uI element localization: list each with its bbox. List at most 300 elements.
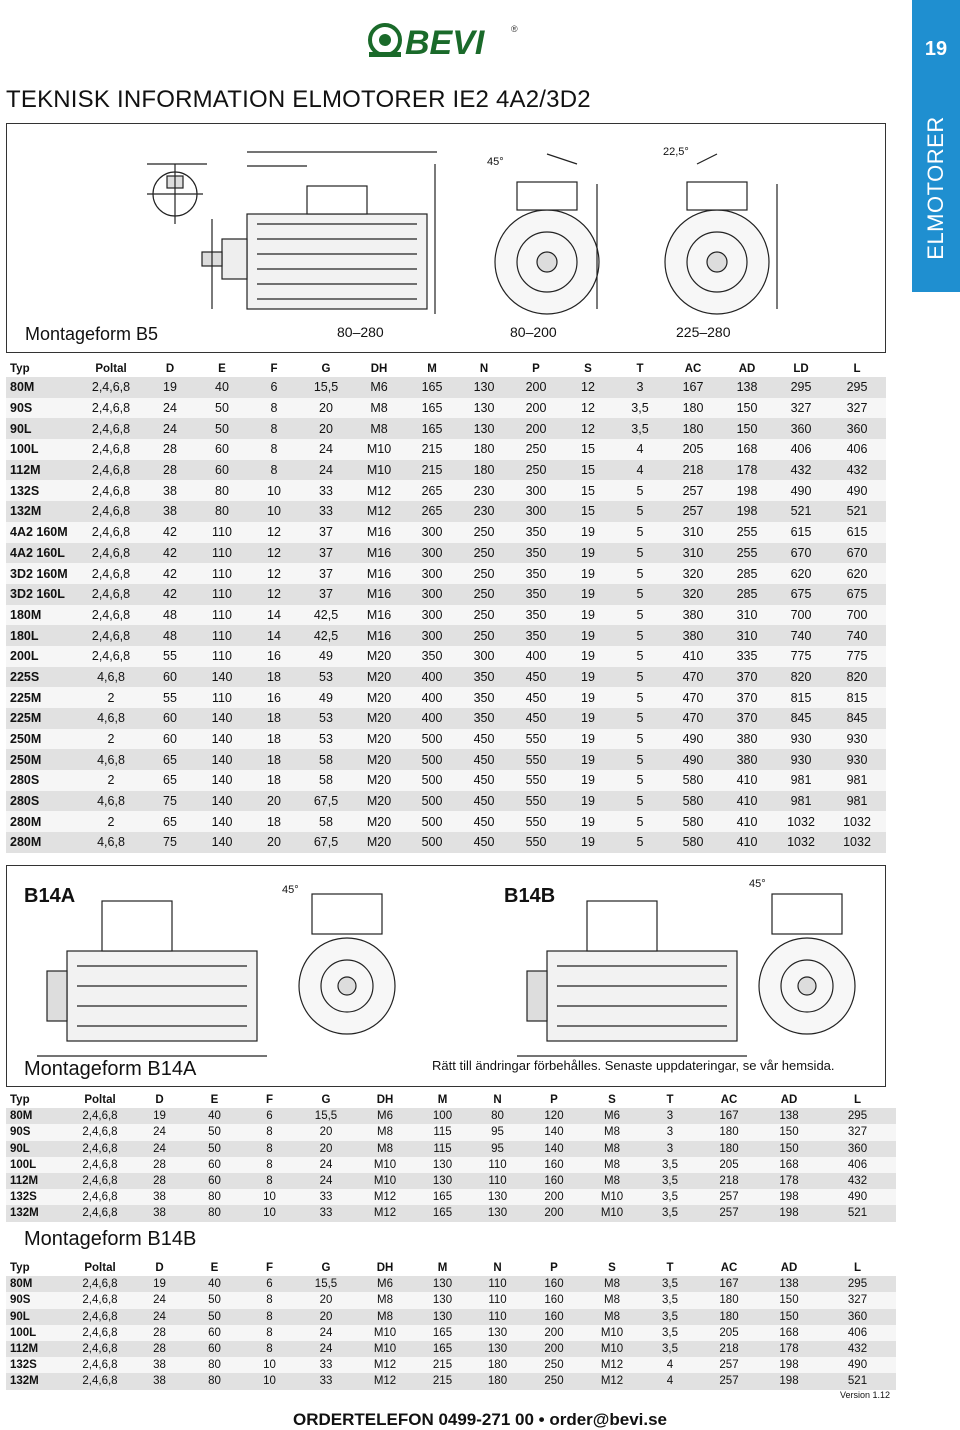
table-cell: 775 — [774, 646, 828, 667]
table-row — [6, 1108, 896, 1124]
table-cell: 38 — [144, 480, 196, 501]
table-cell: 150 — [720, 418, 774, 439]
motor-dimension-drawings — [7, 124, 887, 354]
table-cell: M16 — [352, 543, 406, 564]
table-cell: 3,5 — [641, 1309, 699, 1325]
table-cell: 3,5 — [641, 1173, 699, 1189]
table-cell: 19 — [562, 646, 614, 667]
table-cell: 165 — [415, 1325, 470, 1341]
table-cell: 110 — [470, 1276, 525, 1292]
table-cell: 815 — [828, 687, 886, 708]
order-footer: ORDERTELEFON 0499-271 00 • order@bevi.se — [293, 1410, 667, 1429]
table-cell: 110 — [196, 646, 248, 667]
table-cell: M6 — [355, 1108, 415, 1124]
table-cell: 3D2 160L — [6, 584, 78, 605]
table-row — [6, 1341, 896, 1357]
table-cell: 67,5 — [300, 791, 352, 812]
table-cell: 257 — [666, 480, 720, 501]
table-cell: 700 — [774, 605, 828, 626]
table-cell: M10 — [355, 1341, 415, 1357]
table-cell: 4,6,8 — [78, 667, 144, 688]
table-cell: 550 — [510, 770, 562, 791]
table-cell: 820 — [828, 667, 886, 688]
table-cell: 33 — [297, 1189, 355, 1205]
table-cell: 6 — [242, 1276, 297, 1292]
table-cell: M20 — [352, 667, 406, 688]
table-cell: 110 — [196, 687, 248, 708]
table-cell: 8 — [242, 1141, 297, 1157]
column-header: M — [427, 362, 437, 375]
table-cell: 3,5 — [641, 1157, 699, 1173]
table-cell: 42,5 — [300, 625, 352, 646]
table-cell: 670 — [828, 543, 886, 564]
table-cell: 1032 — [828, 832, 886, 853]
table-cell: 90S — [6, 1124, 68, 1140]
table-row — [6, 522, 886, 543]
table-cell: 16 — [248, 687, 300, 708]
table-cell: 140 — [196, 770, 248, 791]
table-cell: 140 — [196, 708, 248, 729]
table-cell: 490 — [819, 1189, 896, 1205]
table-cell: 58 — [300, 749, 352, 770]
table-cell: 37 — [300, 563, 352, 584]
table-row — [6, 605, 886, 626]
table-cell: 2,4,6,8 — [68, 1276, 132, 1292]
table-cell: 132M — [6, 1205, 68, 1221]
table-cell: 18 — [248, 729, 300, 750]
table-cell: 65 — [144, 749, 196, 770]
table-cell: 5 — [614, 480, 666, 501]
table-cell: 53 — [300, 708, 352, 729]
table-cell: 178 — [759, 1173, 819, 1189]
table-cell: 12 — [562, 418, 614, 439]
table-cell: 80 — [187, 1205, 242, 1221]
table-cell: 10 — [242, 1357, 297, 1373]
table-row — [6, 1373, 896, 1389]
table-cell: 60 — [144, 729, 196, 750]
table-cell: 130 — [458, 398, 510, 419]
table-cell: 90L — [6, 1141, 68, 1157]
table-row — [6, 1189, 896, 1205]
table-row — [6, 543, 886, 564]
table-cell: 12 — [562, 377, 614, 398]
table-cell: 180 — [699, 1141, 759, 1157]
b14b-section-title: Montageform B14B — [24, 1228, 197, 1250]
table-cell: 2,4,6,8 — [78, 377, 144, 398]
table-cell: 400 — [406, 667, 458, 688]
table-cell: 28 — [144, 439, 196, 460]
table-cell: 200 — [510, 418, 562, 439]
table-cell: 300 — [406, 543, 458, 564]
table-cell: 110 — [196, 543, 248, 564]
table-cell: 740 — [774, 625, 828, 646]
table-cell: 310 — [666, 522, 720, 543]
table-cell: 24 — [132, 1124, 187, 1140]
section-tab — [912, 0, 960, 292]
table-row — [6, 625, 886, 646]
table-cell: 845 — [774, 708, 828, 729]
table-cell: M16 — [352, 522, 406, 543]
table-cell: 50 — [196, 398, 248, 419]
table-cell: 350 — [510, 625, 562, 646]
table-cell: 350 — [510, 543, 562, 564]
table-cell: 198 — [759, 1357, 819, 1373]
table-cell: 3 — [614, 377, 666, 398]
table-cell: M16 — [352, 584, 406, 605]
page-number: 19 — [924, 38, 948, 60]
column-header: AC — [720, 1094, 738, 1107]
table-cell: 3,5 — [641, 1325, 699, 1341]
table-cell: 130 — [415, 1157, 470, 1173]
table-cell: M12 — [583, 1357, 641, 1373]
column-header: Typ — [10, 1094, 30, 1107]
column-header: L — [853, 1094, 862, 1107]
table-cell: 130 — [415, 1276, 470, 1292]
table-cell: 2,4,6,8 — [68, 1373, 132, 1389]
table-cell: 218 — [699, 1173, 759, 1189]
column-header: DH — [370, 362, 388, 375]
table-row — [6, 708, 886, 729]
column-header: AC — [684, 362, 702, 375]
table-row — [6, 667, 886, 688]
table-cell: 140 — [196, 729, 248, 750]
table-cell: 138 — [720, 377, 774, 398]
b14-motor-drawings — [7, 866, 887, 1088]
table-cell: 55 — [144, 687, 196, 708]
table-cell: 38 — [132, 1373, 187, 1389]
table-cell: 257 — [699, 1189, 759, 1205]
table-cell: 55 — [144, 646, 196, 667]
table-cell: M8 — [355, 1309, 415, 1325]
table-cell: M20 — [352, 770, 406, 791]
table-cell: 178 — [759, 1341, 819, 1357]
table-cell: 160 — [525, 1157, 583, 1173]
table-cell: 140 — [525, 1141, 583, 1157]
table-cell: 12 — [562, 398, 614, 419]
table-cell: 2,4,6,8 — [78, 439, 144, 460]
table-cell: 310 — [720, 625, 774, 646]
table-cell: 2,4,6,8 — [78, 398, 144, 419]
table-cell: 4A2 160L — [6, 543, 78, 564]
table-cell: 180M — [6, 605, 78, 626]
table-cell: 18 — [248, 770, 300, 791]
table-cell: 75 — [144, 832, 196, 853]
table-cell: 4,6,8 — [78, 832, 144, 853]
table-cell: 28 — [144, 460, 196, 481]
table-cell: 4 — [641, 1357, 699, 1373]
table-cell: 580 — [666, 791, 720, 812]
table-cell: 550 — [510, 749, 562, 770]
table-cell: 168 — [759, 1325, 819, 1341]
table-cell: 24 — [132, 1309, 187, 1325]
table-cell: 450 — [458, 791, 510, 812]
table-cell: 981 — [774, 770, 828, 791]
table-cell: 406 — [828, 439, 886, 460]
table-cell: 8 — [248, 460, 300, 481]
table-cell: 110 — [470, 1173, 525, 1189]
table-cell: M10 — [355, 1325, 415, 1341]
table-cell: 12 — [248, 563, 300, 584]
column-header: N — [493, 1262, 502, 1275]
column-header: AC — [720, 1262, 738, 1275]
table-cell: 2,4,6,8 — [78, 646, 144, 667]
table-cell: 19 — [562, 770, 614, 791]
table-cell: 180 — [458, 439, 510, 460]
table-cell: 310 — [720, 605, 774, 626]
table-cell: 198 — [720, 501, 774, 522]
table-cell: 205 — [699, 1325, 759, 1341]
table-cell: 675 — [774, 584, 828, 605]
table-cell: 615 — [774, 522, 828, 543]
column-header: DH — [376, 1094, 394, 1107]
range-label-1: 80–280 — [337, 324, 384, 340]
table-cell: 115 — [415, 1124, 470, 1140]
table-cell: 19 — [562, 708, 614, 729]
table-row — [6, 832, 886, 853]
table-cell: 15 — [562, 501, 614, 522]
column-header: LD — [793, 362, 809, 375]
column-header: T — [636, 362, 644, 375]
table-row — [6, 1325, 896, 1341]
table-cell: 100L — [6, 1325, 68, 1341]
table-cell: 360 — [819, 1309, 896, 1325]
table-cell: 180 — [699, 1309, 759, 1325]
table-cell: 65 — [144, 770, 196, 791]
table-cell: 132S — [6, 480, 78, 501]
table-cell: 257 — [699, 1205, 759, 1221]
table-cell: 450 — [510, 687, 562, 708]
table-cell: 406 — [819, 1157, 896, 1173]
table-cell: 12 — [248, 584, 300, 605]
table-cell: 470 — [666, 687, 720, 708]
table-cell: 250 — [458, 522, 510, 543]
table-cell: 230 — [458, 480, 510, 501]
table-cell: 42 — [144, 563, 196, 584]
table-cell: 8 — [242, 1292, 297, 1308]
table-cell: 140 — [196, 811, 248, 832]
table-cell: 250 — [510, 439, 562, 460]
table-cell: 2 — [78, 687, 144, 708]
column-header: S — [584, 362, 592, 375]
table-cell: 380 — [720, 729, 774, 750]
b5-header-row — [6, 360, 886, 377]
table-cell: 80M — [6, 377, 78, 398]
table-cell: 19 — [562, 605, 614, 626]
table-row — [6, 646, 886, 667]
table-cell: 37 — [300, 543, 352, 564]
table-cell: 15 — [562, 480, 614, 501]
table-cell: 280S — [6, 770, 78, 791]
table-cell: 2,4,6,8 — [78, 501, 144, 522]
table-cell: 350 — [510, 522, 562, 543]
table-cell: 38 — [132, 1189, 187, 1205]
table-row — [6, 418, 886, 439]
table-cell: 60 — [196, 460, 248, 481]
table-cell: 110 — [196, 563, 248, 584]
table-cell: 160 — [525, 1309, 583, 1325]
table-cell: 350 — [510, 605, 562, 626]
table-cell: 250 — [525, 1373, 583, 1389]
table-cell: 2,4,6,8 — [68, 1157, 132, 1173]
table-cell: 410 — [720, 791, 774, 812]
table-cell: 115 — [415, 1141, 470, 1157]
table-cell: 8 — [248, 398, 300, 419]
section-label: ELMOTORER — [923, 116, 948, 260]
table-row — [6, 1357, 896, 1373]
table-cell: 80 — [196, 501, 248, 522]
table-cell: 42 — [144, 522, 196, 543]
table-cell: 80M — [6, 1276, 68, 1292]
table-row — [6, 398, 886, 419]
table-cell: 28 — [132, 1173, 187, 1189]
column-header: T — [666, 1262, 674, 1275]
table-cell: 110 — [470, 1309, 525, 1325]
table-cell: M8 — [352, 418, 406, 439]
table-cell: 80M — [6, 1108, 68, 1124]
table-cell: M20 — [352, 749, 406, 770]
table-cell: 200 — [525, 1189, 583, 1205]
table-cell: 24 — [300, 460, 352, 481]
table-cell: 432 — [819, 1341, 896, 1357]
table-cell: 160 — [525, 1173, 583, 1189]
table-cell: 410 — [720, 770, 774, 791]
table-cell: 8 — [242, 1157, 297, 1173]
table-row — [6, 811, 886, 832]
table-cell: 20 — [248, 791, 300, 812]
table-cell: 8 — [242, 1325, 297, 1341]
table-row — [6, 439, 886, 460]
table-cell: 2,4,6,8 — [68, 1205, 132, 1221]
table-cell: 350 — [510, 584, 562, 605]
table-cell: 14 — [248, 605, 300, 626]
table-cell: 24 — [300, 439, 352, 460]
table-cell: 180 — [458, 460, 510, 481]
table-cell: M6 — [583, 1108, 641, 1124]
table-cell: 80 — [187, 1189, 242, 1205]
table-cell: 360 — [774, 418, 828, 439]
b14a-label: B14A — [24, 885, 76, 907]
table-cell: 24 — [144, 398, 196, 419]
table-cell: 295 — [828, 377, 886, 398]
table-cell: 53 — [300, 729, 352, 750]
table-cell: 280M — [6, 811, 78, 832]
table-cell: 450 — [458, 832, 510, 853]
table-cell: 250M — [6, 729, 78, 750]
table-cell: 24 — [297, 1341, 355, 1357]
table-cell: 5 — [614, 625, 666, 646]
table-cell: 198 — [720, 480, 774, 501]
table-cell: 8 — [242, 1124, 297, 1140]
table-cell: 20 — [248, 832, 300, 853]
table-cell: M8 — [583, 1309, 641, 1325]
table-cell: 33 — [297, 1373, 355, 1389]
table-cell: 168 — [759, 1157, 819, 1173]
table-cell: 20 — [297, 1124, 355, 1140]
table-cell: 19 — [562, 625, 614, 646]
table-cell: 300 — [406, 605, 458, 626]
table-cell: 250 — [458, 563, 510, 584]
table-cell: 450 — [458, 770, 510, 791]
table-cell: 2,4,6,8 — [78, 522, 144, 543]
column-header: G — [321, 362, 331, 375]
b5-mounting-label: Montageform B5 — [25, 324, 159, 344]
column-header: D — [165, 362, 175, 375]
table-cell: 580 — [666, 770, 720, 791]
table-cell: 400 — [406, 708, 458, 729]
table-cell: 53 — [300, 667, 352, 688]
table-cell: 132M — [6, 501, 78, 522]
table-cell: 132M — [6, 1373, 68, 1389]
table-cell: M10 — [583, 1189, 641, 1205]
table-cell: 432 — [774, 460, 828, 481]
table-cell: 165 — [406, 418, 458, 439]
table-cell: 200 — [525, 1325, 583, 1341]
table-cell: 160 — [525, 1292, 583, 1308]
table-cell: 5 — [614, 563, 666, 584]
table-cell: 930 — [774, 749, 828, 770]
table-cell: 490 — [666, 749, 720, 770]
table-cell: 168 — [720, 439, 774, 460]
table-cell: 490 — [774, 480, 828, 501]
table-cell: M8 — [583, 1124, 641, 1140]
table-cell: 406 — [819, 1325, 896, 1341]
bevi-logo — [365, 18, 520, 60]
table-cell: 295 — [774, 377, 828, 398]
b14b-angle-label: 45° — [749, 878, 766, 890]
column-header: Poltal — [84, 1094, 116, 1107]
table-cell: 2,4,6,8 — [68, 1341, 132, 1357]
table-cell: 580 — [666, 811, 720, 832]
table-cell: 820 — [774, 667, 828, 688]
table-cell: 19 — [562, 563, 614, 584]
table-cell: 615 — [828, 522, 886, 543]
table-cell: 160 — [525, 1276, 583, 1292]
table-cell: 350 — [458, 667, 510, 688]
table-cell: 450 — [458, 729, 510, 750]
table-cell: M10 — [352, 460, 406, 481]
logo-text: BEVI — [405, 24, 485, 60]
table-cell: 42,5 — [300, 605, 352, 626]
table-cell: 400 — [406, 687, 458, 708]
table-cell: 49 — [300, 646, 352, 667]
table-cell: 42 — [144, 543, 196, 564]
table-row — [6, 749, 886, 770]
table-cell: 2,4,6,8 — [68, 1124, 132, 1140]
angle-label-45: 45° — [487, 156, 504, 168]
table-cell: 112M — [6, 1173, 68, 1189]
column-header: Poltal — [84, 1262, 116, 1275]
table-cell: 165 — [415, 1189, 470, 1205]
table-cell: 380 — [666, 625, 720, 646]
table-cell: 521 — [819, 1205, 896, 1221]
table-row — [6, 791, 886, 812]
table-cell: M12 — [355, 1189, 415, 1205]
table-cell: 500 — [406, 770, 458, 791]
table-cell: 2,4,6,8 — [68, 1141, 132, 1157]
table-cell: 19 — [562, 791, 614, 812]
table-cell: 165 — [406, 398, 458, 419]
range-label-3: 225–280 — [676, 324, 731, 340]
table-cell: M20 — [352, 729, 406, 750]
table-cell: 24 — [297, 1157, 355, 1173]
table-cell: 80 — [187, 1373, 242, 1389]
table-row — [6, 584, 886, 605]
table-cell: 20 — [300, 398, 352, 419]
table-cell: 150 — [759, 1124, 819, 1140]
table-cell: 15 — [562, 439, 614, 460]
table-cell: 130 — [458, 377, 510, 398]
table-cell: 15,5 — [297, 1108, 355, 1124]
